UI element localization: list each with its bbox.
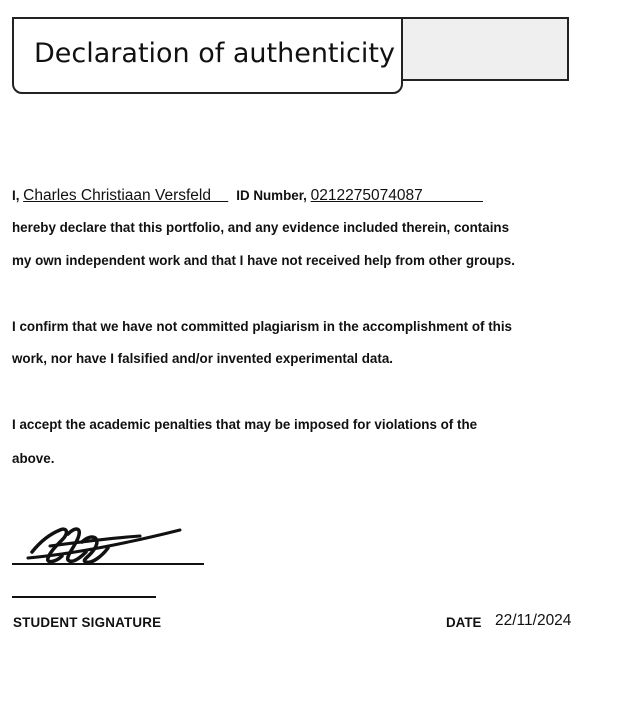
- student-name-field: Charles Christiaan Versfeld: [23, 187, 229, 204]
- declaration-line-5: work, nor have I falsified and/or invented experimental data.: [12, 351, 393, 366]
- title-box: [12, 17, 403, 94]
- declaration-line-7: above.: [12, 451, 55, 466]
- student-signature-label: STUDENT SIGNATURE: [13, 615, 162, 630]
- id-number-field: 0212275074087: [310, 187, 483, 204]
- declaration-line-4: I confirm that we have not committed plagiarism in the accomplishment of this: [12, 319, 512, 334]
- page-title: Declaration of authenticity: [34, 38, 395, 69]
- declaration-line-identity: [12, 187, 483, 205]
- date-value: 22/11/2024: [495, 612, 572, 629]
- declaration-prefix: I,: [12, 188, 24, 203]
- handwritten-signature: [10, 512, 210, 572]
- declaration-line-6: I accept the academic penalties that may be imposed for violations of the: [12, 417, 478, 432]
- signature-line: [12, 596, 156, 598]
- declaration-line-3: my own independent work and that I have not received help from other groups.: [12, 253, 515, 268]
- declaration-line-2: hereby declare that this portfolio, and any evidence included therein, contains: [12, 220, 510, 235]
- id-number-label: ID Number,: [236, 188, 311, 203]
- date-label: DATE: [446, 615, 482, 630]
